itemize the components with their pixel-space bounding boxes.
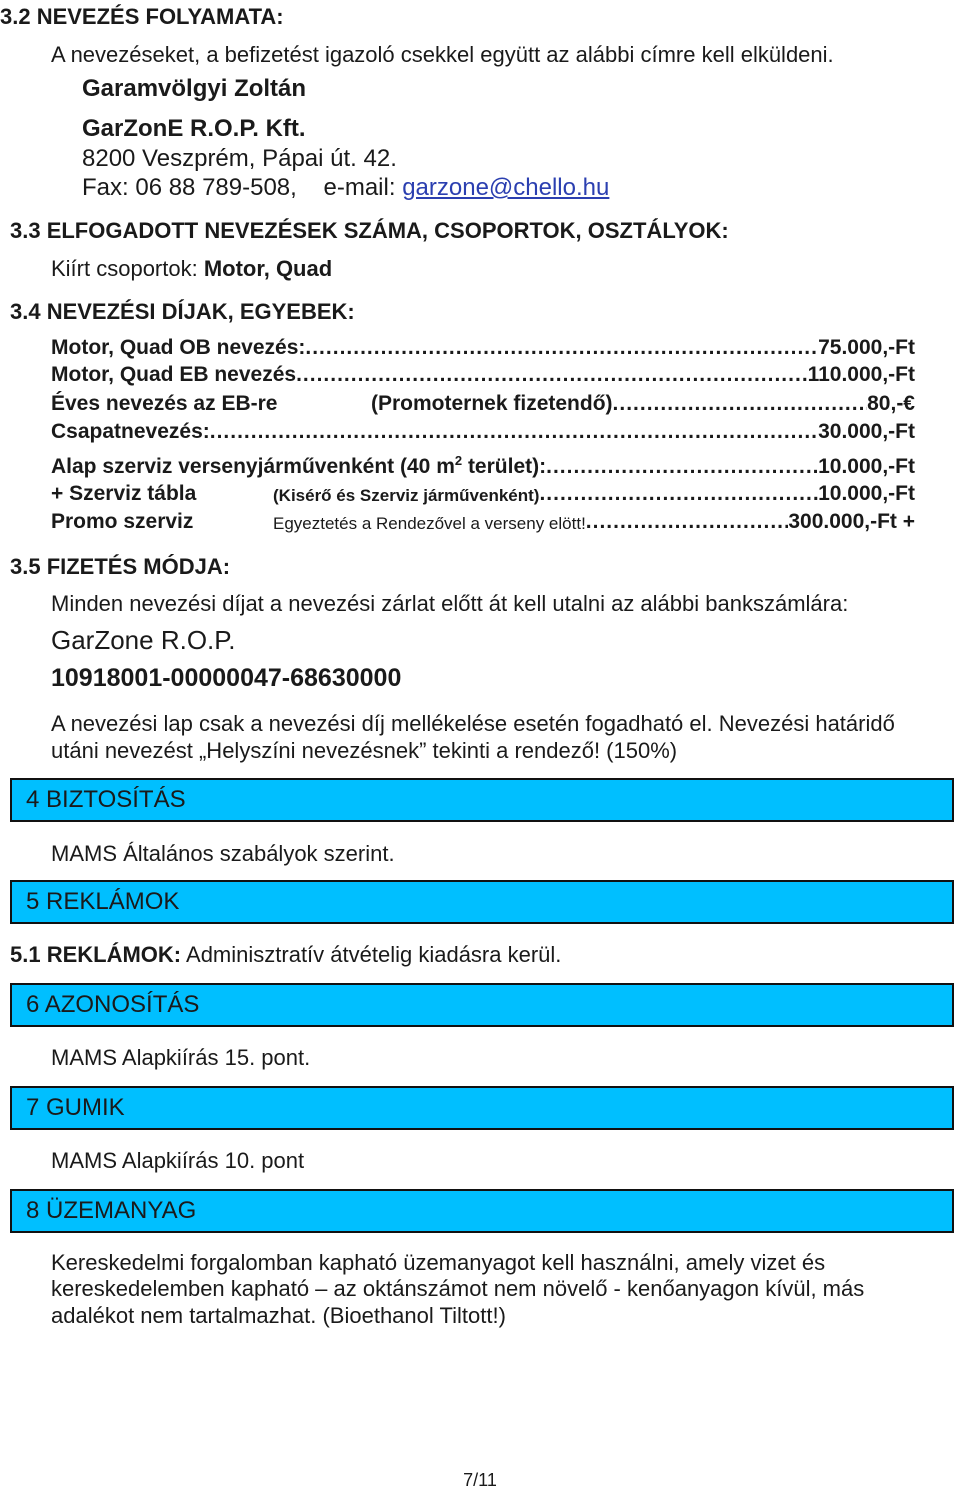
groups-line xyxy=(51,256,332,282)
section-3-5-heading: 3.5 FIZETÉS MÓDJA: xyxy=(10,554,231,579)
contact-fax-email xyxy=(82,174,609,202)
fee-label: + Szerviz tábla xyxy=(51,482,197,505)
section-8-line-3: adalékot nem tartalmazhat. (Bioethanol Tiltott!) xyxy=(51,1303,506,1328)
account-number: 10918001-00000047-68630000 xyxy=(51,664,402,692)
fee-row xyxy=(51,451,915,479)
email-label: e-mail: xyxy=(323,174,396,201)
section-5-band xyxy=(10,880,954,924)
fee-row xyxy=(51,359,915,387)
contact-fax: Fax: 06 88 789-508, xyxy=(82,174,297,201)
section-7-band xyxy=(10,1086,954,1130)
payment-note-line-2: utáni nevezést „Helyszíni nevezésnek” tekinti a rendező! (150%) xyxy=(51,738,678,763)
fee-leader xyxy=(546,455,818,479)
section-5-1-line xyxy=(10,942,561,968)
fee-leader xyxy=(539,482,818,506)
fee-note: Egyeztetés a Rendezővel a verseny elött! xyxy=(273,514,586,533)
fee-leader xyxy=(210,420,818,444)
page-number: 7/11 xyxy=(463,1470,497,1490)
section-8-line-2: kereskedelemben kapható – az oktánszámot nem növelő - kenőanyagon kívül, más xyxy=(51,1276,865,1301)
contact-company: GarZonE R.O.P. Kft. xyxy=(82,115,306,142)
section-3-2-intro: A nevezéseket, a befizetést igazoló csekkel együtt az alábbi címre kell elküldeni. xyxy=(51,42,834,67)
superscript: 2 xyxy=(454,453,463,468)
fee-label: Motor, Quad OB nevezés: xyxy=(51,336,306,359)
fee-value: 110.000,-Ft xyxy=(807,363,915,386)
section-8-line-1: Kereskedelmi forgalomban kapható üzemanyagot kell használni, amely vizet és xyxy=(51,1250,826,1275)
fee-label: Éves nevezés az EB-re xyxy=(51,392,278,415)
fee-value: 75.000,-Ft xyxy=(818,336,915,359)
section-4-heading: 4 BIZTOSÍTÁS xyxy=(26,786,186,813)
fee-row xyxy=(51,478,915,506)
section-4-band xyxy=(10,778,954,822)
fee-leader xyxy=(586,510,789,534)
payment-note-line-1: A nevezési lap csak a nevezési díj mellékelése esetén fogadható el. Nevezési határidő xyxy=(51,711,895,736)
section-6-heading: 6 AZONOSÍTÁS xyxy=(26,991,200,1018)
section-5-1-label: 5.1 REKLÁMOK: xyxy=(10,942,182,967)
fee-note: (Promoternek fizetendő) xyxy=(371,392,613,415)
fee-row xyxy=(51,416,915,444)
fee-leader xyxy=(296,363,808,387)
fee-label: Csapatnevezés: xyxy=(51,420,210,443)
section-4-text: MAMS Általános szabályok szerint. xyxy=(51,841,395,866)
contact-name: Garamvölgyi Zoltán xyxy=(82,75,307,102)
section-3-3-heading: 3.3 ELFOGADOTT NEVEZÉSEK SZÁMA, CSOPORTOK, OSZTÁLYOK: xyxy=(10,218,729,243)
fee-label: Promo szerviz xyxy=(51,510,194,533)
email-link[interactable]: garzone@chello.hu xyxy=(402,174,610,201)
fee-value: 30.000,-Ft xyxy=(818,420,915,443)
contact-address: 8200 Veszprém, Pápai út. 42. xyxy=(82,145,397,172)
fee-label: Alap szerviz versenyjárművenként (40 $m^2$ terület): xyxy=(51,453,547,478)
fee-value: 10.000,-Ft xyxy=(818,482,915,505)
fee-value: 300.000,-Ft + xyxy=(788,510,915,533)
section-6-text: MAMS Alapkiírás 15. pont. xyxy=(51,1045,311,1070)
account-name: GarZone R.O.P. xyxy=(51,625,236,655)
fee-label: Motor, Quad EB nevezés xyxy=(51,363,297,386)
section-6-band xyxy=(10,983,954,1027)
fee-value: 80,-€ xyxy=(867,392,915,415)
payment-intro: Minden nevezési díjat a nevezési zárlat előtt át kell utalni az alábbi bankszámlára: xyxy=(51,591,849,616)
section-7-heading: 7 GUMIK xyxy=(26,1094,125,1121)
section-3-4-heading: 3.4 NEVEZÉSI DÍJAK, EGYEBEK: xyxy=(10,299,355,324)
section-8-heading: 8 ÜZEMANYAG xyxy=(26,1197,197,1224)
section-5-heading: 5 REKLÁMOK xyxy=(26,888,180,915)
fee-note: (Kisérő és Szerviz járművenként) xyxy=(273,486,540,505)
section-3-2-heading: 3.2 NEVEZÉS FOLYAMATA: xyxy=(0,4,284,29)
fee-value: 10.000,-Ft xyxy=(818,455,915,478)
section-7-text: MAMS Alapkiírás 10. pont xyxy=(51,1148,305,1173)
fee-leader xyxy=(613,392,868,416)
section-5-1-text: Adminisztratív átvételig kiadásra kerül. xyxy=(181,942,562,967)
groups-value: Motor, Quad xyxy=(203,256,333,281)
fee-leader xyxy=(305,336,818,360)
fee-row xyxy=(51,332,915,360)
fee-row xyxy=(51,506,915,534)
groups-label: Kiírt csoportok: xyxy=(51,256,198,281)
fee-row xyxy=(51,388,915,416)
section-8-band xyxy=(10,1189,954,1233)
